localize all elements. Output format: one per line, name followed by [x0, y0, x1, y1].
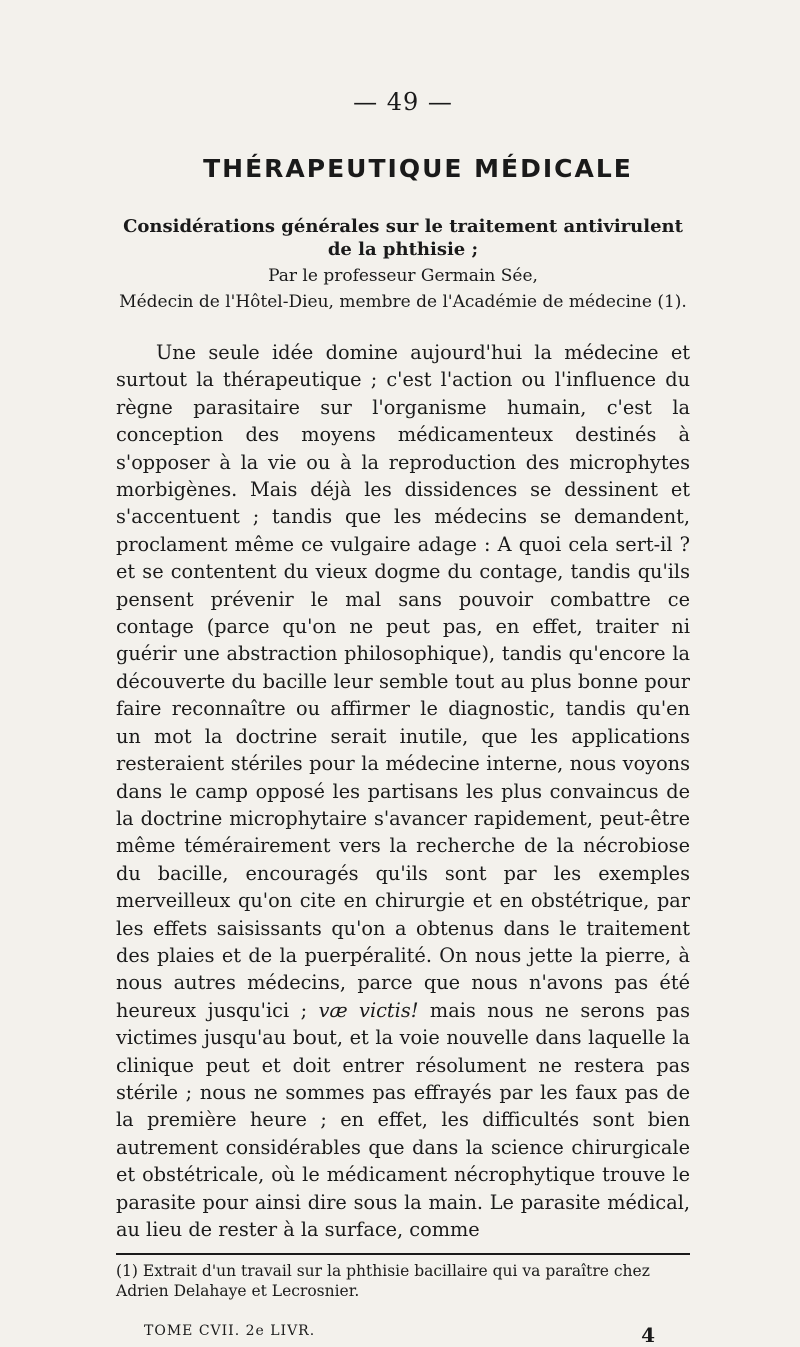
affiliation-line: Médecin de l'Hôtel-Dieu, membre de l'Académie de médecine (1). — [119, 292, 687, 312]
body-text-main: Une seule idée domine aujourd'hui la médecine et surtout la thérapeutique ; c'est l'action ou l'influence du règne parasitaire sur l'organisme humain, c'est la conception des moyens médicamenteux destinés à s'opposer à la vie ou à la reproduction des microphytes morbigènes. Mais déjà les dissidences se dessinent et s'accentuent ; tandis que les médecins se demandent, proclament même ce vulgaire adage : A quoi cela sert-il ? et se contentent du vieux dogme du contage, tandis qu'ils pensent prévenir le mal sans pouvoir combattre ce contage (parce qu'on ne peut pas, en effet, traiter ni guérir une abstraction philosophique), tandis qu'encore la découverte du bacille leur semble tout au plus bonne pour faire reconnaître ou affirmer le diagnostic, tandis qu'en un mot la doctrine serait inutile, que les applications resteraient stériles pour la médecine interne, nous voyons dans le camp opposé les partisans les plus convaincus de la doctrine microphytaire s'avancer rapidement, peut-être même témérairement vers la recherche de la nécrobiose du bacille, encouragés qu'ils sont par les exemples merveilleux qu'on cite en chirurgie et en obstétrique, par les effets saisissants qu'on a obtenus dans le traitement des plaies et de la puerpéralité. On nous jette la pierre, à nous autres médecins, parce que nous n'avons pas été heureux jusqu'ici ; — [116, 341, 690, 1022]
page-footer — [116, 1323, 690, 1347]
article-heading-line2: de la phthisie ; — [327, 239, 479, 260]
section-title: THÉRAPEUTIQUE MÉDICALE — [203, 154, 633, 183]
gathering-signature: 4 — [641, 1323, 656, 1347]
body-text-italic: væ victis! — [318, 998, 419, 1022]
page-number: — 49 — — [353, 88, 453, 116]
volume-signature: TOME CVII. 2e LIVR. — [144, 1323, 316, 1340]
body-paragraph — [116, 339, 690, 1243]
article-body — [116, 339, 690, 1243]
article-heading-line1: Considérations générales sur le traitement antivirulent — [123, 216, 683, 237]
footnote: (1) Extrait d'un travail sur la phthisie bacillaire qui va paraître chez Adrien Delahaye et Lecrosnier. — [116, 1262, 650, 1301]
author-line: Par le professeur Germain Sée, — [268, 266, 538, 286]
body-text-end: mais nous ne serons pas victimes jusqu'au bout, et la voie nouvelle dans laquelle la clinique peut et doit entrer résolument ne restera pas stérile ; nous ne sommes pas effrayés par les faux pas de la première heure ; en effet, les difficultés sont bien autrement considérables que dans la science chirurgicale et obstétricale, où le médicament nécrophytique trouve le parasite pour ainsi dire sous la main. Le parasite médical, au lieu de rester à la surface, comme — [116, 998, 690, 1241]
footnote-divider — [116, 1253, 690, 1255]
